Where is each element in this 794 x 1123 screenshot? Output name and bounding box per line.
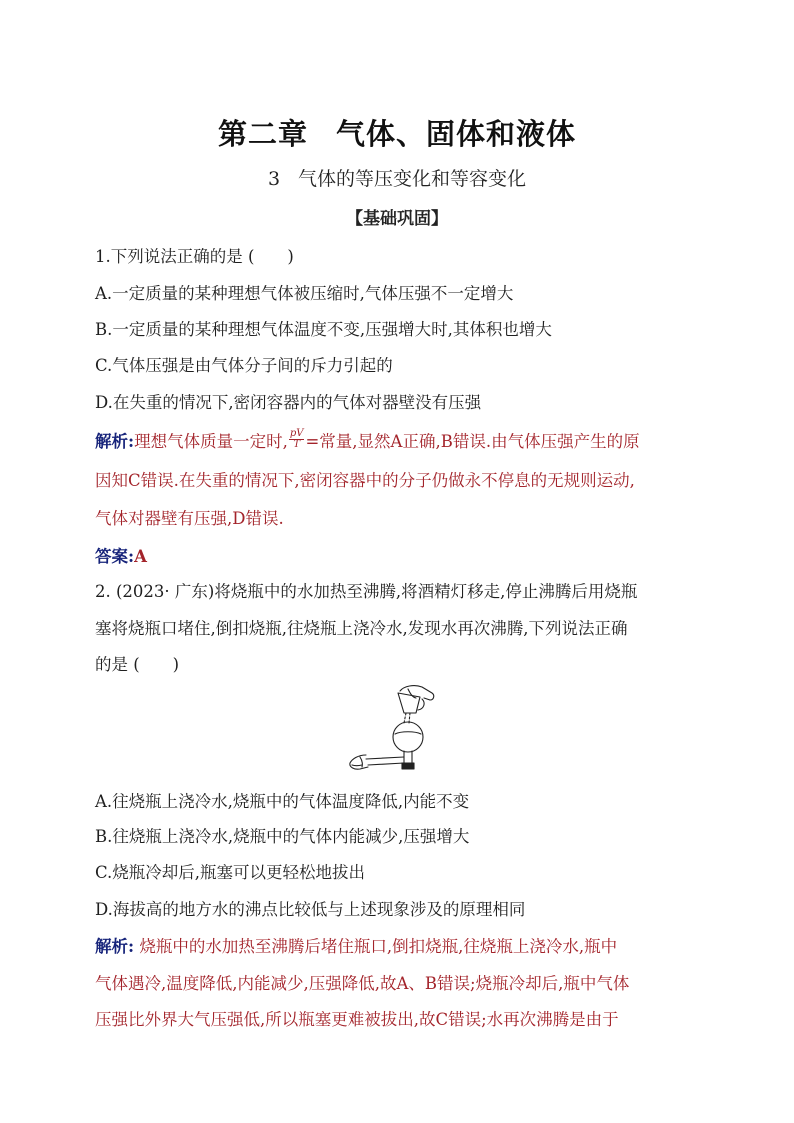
q1-analysis-text-b: =常量,显然A正确,B错误.由气体压强产生的原 — [305, 432, 640, 451]
q1-analysis-text-a: 理想气体质量一定时, — [134, 432, 288, 451]
q2-analysis-line-2: 气体遇冷,温度降低,内能减少,压强降低,故A、B错误;烧瓶冷却后,瓶中气体 — [95, 974, 630, 993]
q2-option-a: A.往烧瓶上浇冷水,烧瓶中的气体温度降低,内能不变 — [95, 792, 470, 811]
q1-answer — [95, 543, 715, 567]
fraction-numerator: pV — [289, 428, 304, 439]
chapter-number: 第二章 — [217, 117, 308, 151]
chapter-title — [0, 112, 794, 153]
q1-stem: 1.下列说法正确的是 ( ) — [95, 247, 294, 266]
q2-option-b: B.往烧瓶上浇冷水,烧瓶中的气体内能减少,压强增大 — [95, 827, 470, 846]
q2-option-d: D.海拔高的地方水的沸点比较低与上述现象涉及的原理相同 — [95, 900, 526, 919]
q1-option-d: D.在失重的情况下,密闭容器内的气体对器壁没有压强 — [95, 393, 482, 412]
q2-analysis-text: 烧瓶中的水加热至沸腾后堵住瓶口,倒扣烧瓶,往烧瓶上浇冷水,瓶中 — [134, 937, 618, 956]
q1-analysis-label: 解析: — [95, 432, 135, 451]
q2-analysis-line-1 — [95, 933, 715, 957]
chapter-name: 气体、固体和液体 — [336, 117, 577, 151]
section-title — [0, 164, 794, 191]
pv-over-t-fraction — [289, 429, 305, 450]
q1-answer-label: 答案: — [95, 547, 135, 566]
flask-experiment-illustration — [338, 683, 456, 773]
section-name: 气体的等压变化和等容变化 — [298, 168, 527, 190]
q2-stem-line-2: 塞将烧瓶口堵住,倒扣烧瓶,往烧瓶上浇冷水,发现水再次沸腾,下列说法正确 — [95, 619, 628, 638]
q1-option-b: B.一定质量的某种理想气体温度不变,压强增大时,其体积也增大 — [95, 320, 552, 339]
q2-option-c: C.烧瓶冷却后,瓶塞可以更轻松地拔出 — [95, 863, 366, 882]
fraction-denominator: T — [293, 439, 300, 450]
q1-analysis-line-2: 因知C错误.在失重的情况下,密闭容器中的分子仍做永不停息的无规则运动, — [95, 471, 635, 490]
section-number: 3 — [267, 168, 281, 190]
q1-option-c: C.气体压强是由气体分子间的斥力引起的 — [95, 356, 393, 375]
q2-analysis-line-3: 压强比外界大气压强低,所以瓶塞更难被拔出,故C错误;水再次沸腾是由于 — [95, 1010, 619, 1029]
q1-analysis-line-3: 气体对器壁有压强,D错误. — [95, 509, 284, 528]
q1-analysis-line-1 — [95, 428, 715, 453]
q2-analysis-label: 解析: — [95, 937, 135, 956]
q1-answer-value: A — [134, 547, 147, 566]
section-badge: 【基础巩固】 — [346, 209, 448, 229]
q1-option-a: A.一定质量的某种理想气体被压缩时,气体压强不一定增大 — [95, 284, 514, 303]
q2-stem-line-3: 的是 ( ) — [95, 655, 180, 674]
q2-stem-line-1: 2. (2023· 广东)将烧瓶中的水加热至沸腾,将酒精灯移走,停止沸腾后用烧瓶 — [95, 582, 638, 601]
